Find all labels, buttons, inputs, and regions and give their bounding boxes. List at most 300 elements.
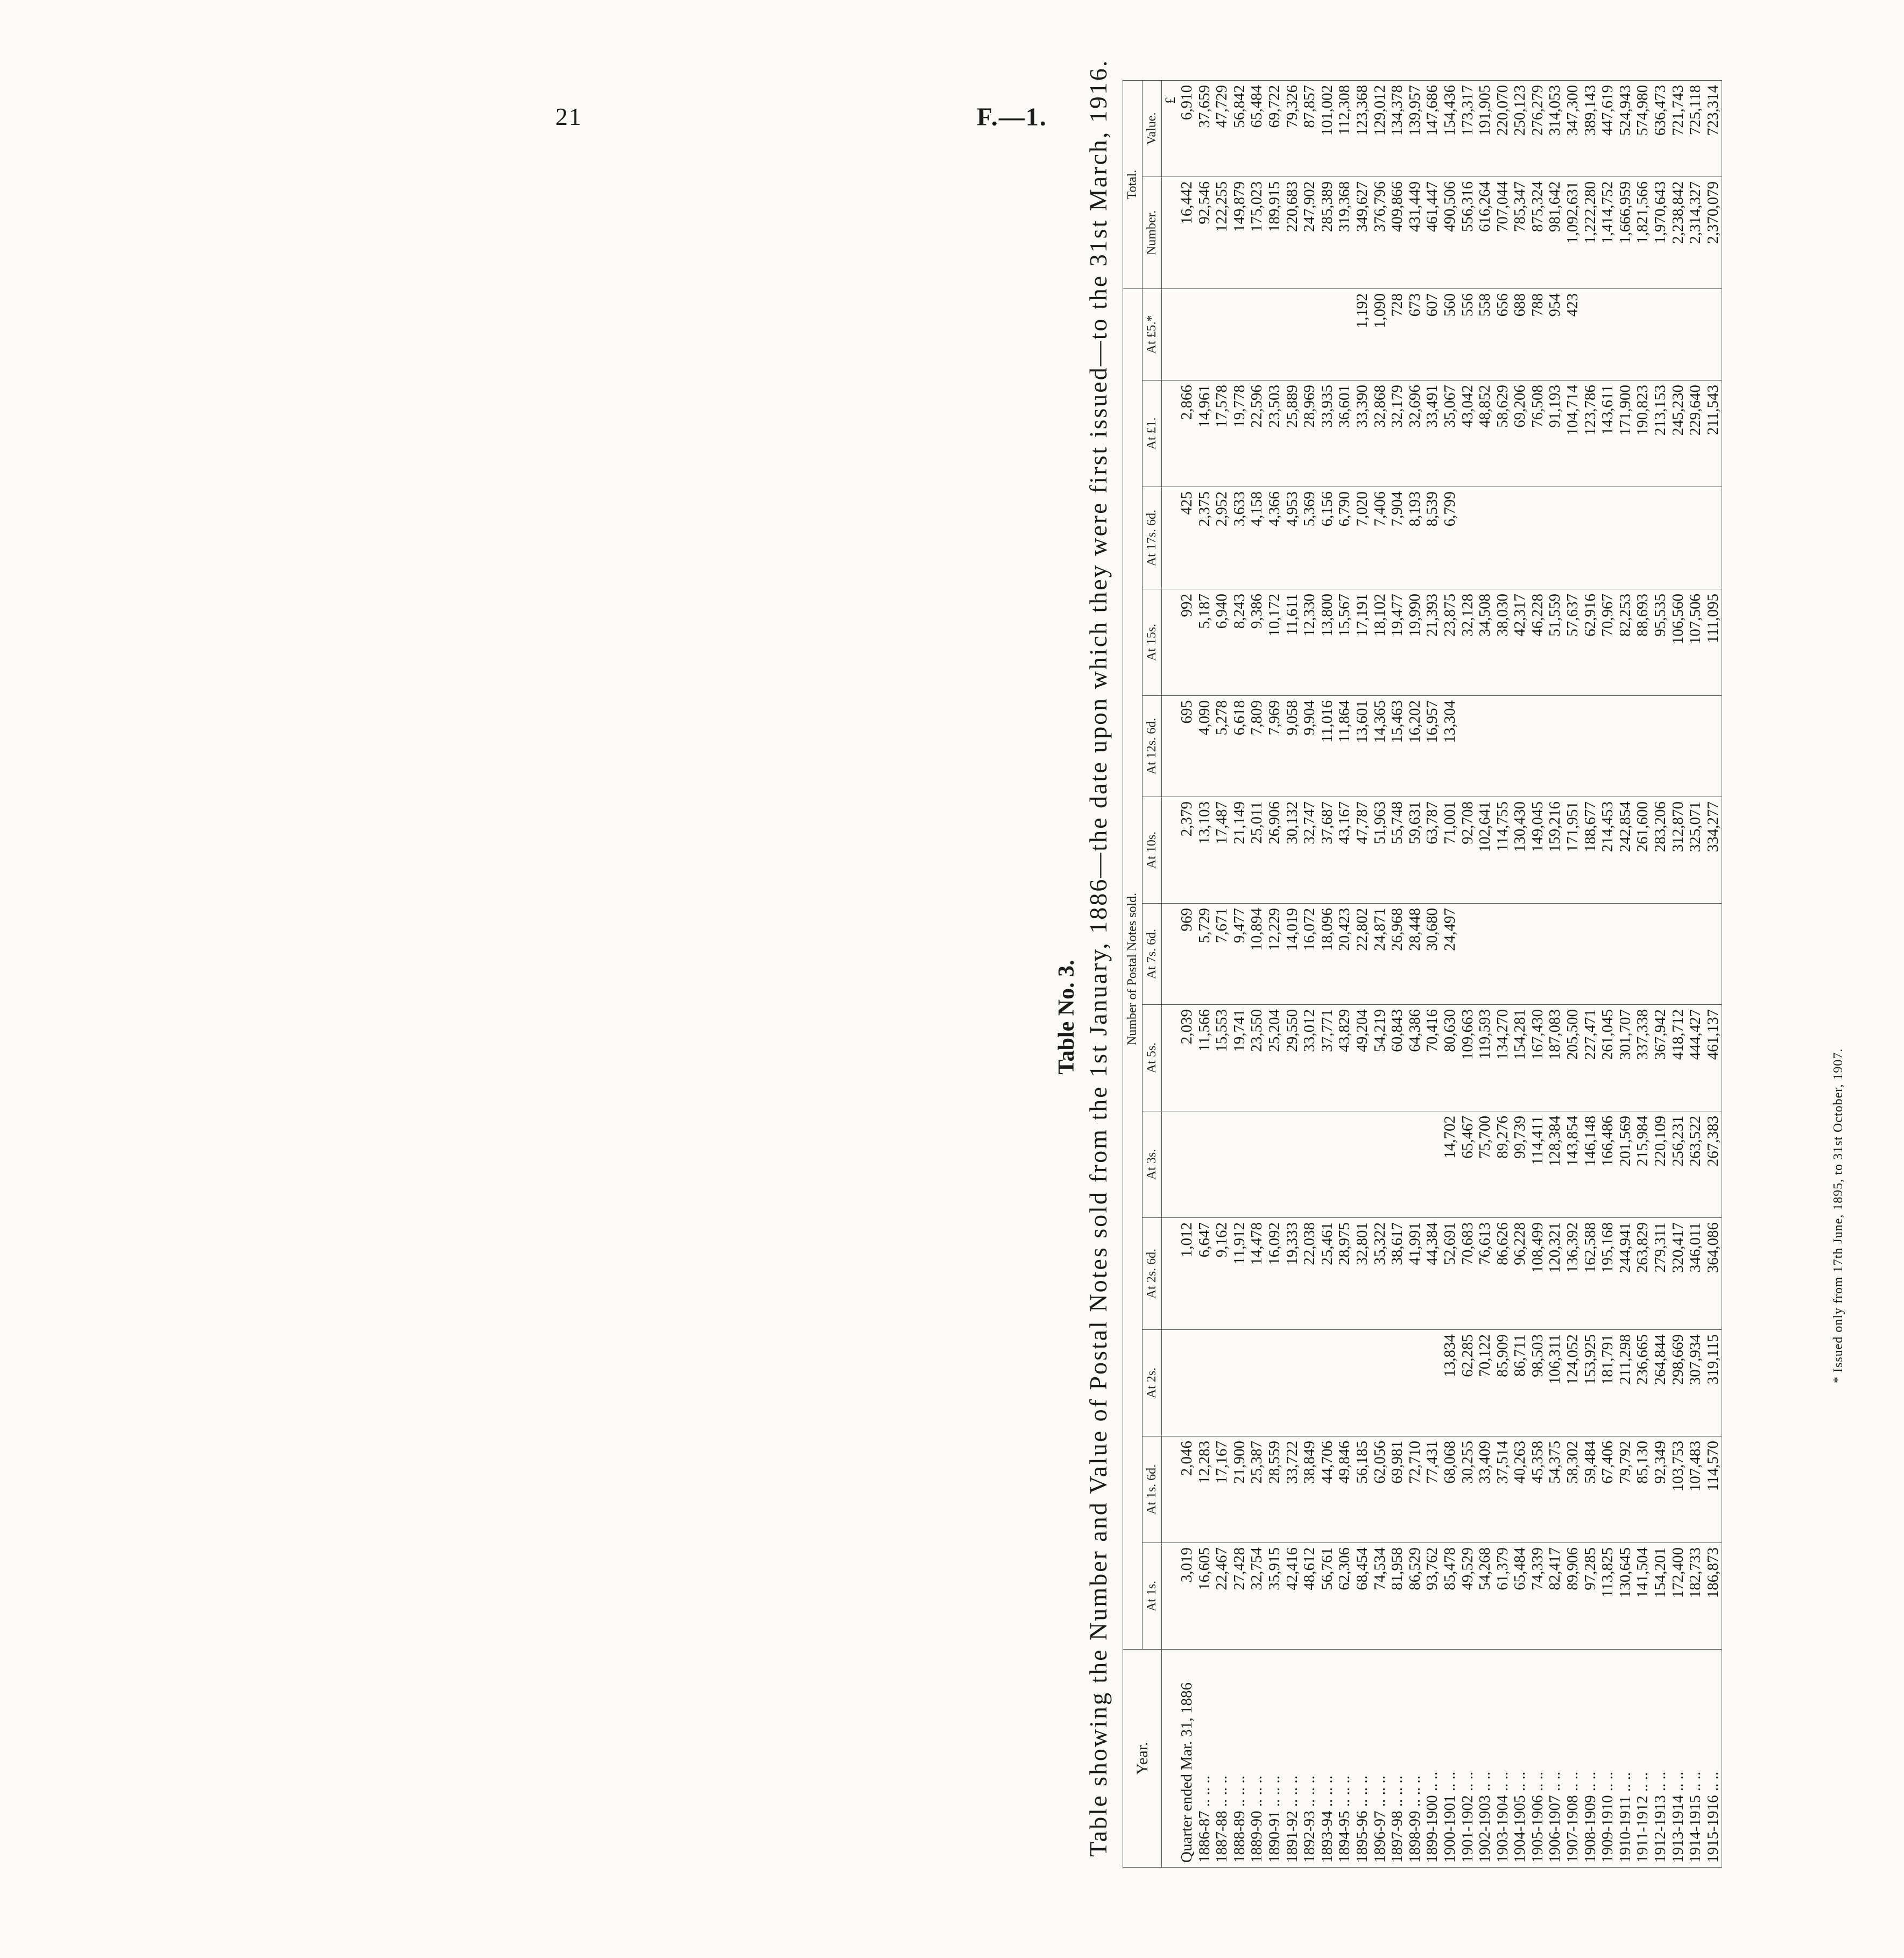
- year-cell: 1899-1900 .. ..: [1423, 1650, 1441, 1868]
- value-cell: 12,283: [1196, 1436, 1214, 1543]
- value-cell: 37,659: [1196, 80, 1214, 177]
- value-cell: [1336, 1111, 1353, 1218]
- value-cell: 5,369: [1301, 487, 1318, 589]
- value-cell: [1529, 696, 1547, 797]
- value-cell: 107,506: [1687, 589, 1704, 696]
- value-cell: 70,967: [1599, 589, 1617, 696]
- value-cell: 28,448: [1406, 904, 1424, 1005]
- value-cell: 707,044: [1494, 177, 1512, 288]
- header-col: At £5.*: [1143, 288, 1162, 380]
- value-cell: 227,471: [1582, 1005, 1599, 1111]
- value-cell: 21,149: [1231, 797, 1249, 904]
- value-cell: 261,600: [1634, 797, 1652, 904]
- value-cell: [1669, 288, 1687, 380]
- value-cell: 4,158: [1248, 487, 1266, 589]
- value-cell: 14,478: [1248, 1218, 1266, 1330]
- value-cell: 93,762: [1423, 1543, 1441, 1650]
- table-row: [1704, 80, 1722, 1867]
- value-cell: [1634, 904, 1652, 1005]
- year-cell: Quarter ended Mar. 31, 1886: [1162, 1650, 1196, 1868]
- value-cell: 92,708: [1459, 797, 1477, 904]
- value-cell: 38,030: [1494, 589, 1512, 696]
- value-cell: 75,700: [1476, 1111, 1494, 1218]
- value-cell: 67,406: [1599, 1436, 1617, 1543]
- value-cell: 346,011: [1687, 1218, 1704, 1330]
- value-cell: 147,686: [1423, 80, 1441, 177]
- table-row: [1652, 80, 1669, 1867]
- value-cell: [1494, 904, 1512, 1005]
- value-cell: 119,593: [1476, 1005, 1494, 1111]
- value-cell: 367,942: [1652, 1005, 1669, 1111]
- value-cell: 20,423: [1336, 904, 1353, 1005]
- value-cell: 1,012: [1162, 1218, 1196, 1330]
- value-cell: 285,389: [1318, 177, 1336, 288]
- value-cell: 149,879: [1231, 177, 1249, 288]
- table-row: [1423, 80, 1441, 1867]
- value-cell: [1564, 904, 1582, 1005]
- value-cell: 558: [1476, 288, 1494, 380]
- value-cell: [1284, 1111, 1301, 1218]
- value-cell: 49,529: [1459, 1543, 1477, 1650]
- value-cell: [1459, 696, 1477, 797]
- value-cell: 153,925: [1582, 1330, 1599, 1436]
- value-cell: 172,400: [1669, 1543, 1687, 1650]
- table-row: [1634, 80, 1652, 1867]
- value-cell: 82,417: [1546, 1543, 1564, 1650]
- value-cell: 12,229: [1266, 904, 1284, 1005]
- value-cell: 59,484: [1582, 1436, 1599, 1543]
- value-cell: 263,522: [1687, 1111, 1704, 1218]
- value-cell: [1494, 696, 1512, 797]
- value-cell: 77,431: [1423, 1436, 1441, 1543]
- table-row: [1371, 80, 1389, 1867]
- value-cell: 656: [1494, 288, 1512, 380]
- year-cell: 1892-93 .. .. ..: [1301, 1650, 1318, 1868]
- value-cell: 68,454: [1353, 1543, 1371, 1650]
- value-cell: 14,961: [1196, 381, 1214, 487]
- year-cell: 1888-89 .. .. ..: [1231, 1650, 1249, 1868]
- value-cell: 5,278: [1213, 696, 1231, 797]
- value-cell: [1213, 1111, 1231, 1218]
- value-cell: 6,790: [1336, 487, 1353, 589]
- value-cell: 220,109: [1652, 1111, 1669, 1218]
- value-cell: [1248, 1111, 1266, 1218]
- value-cell: 51,963: [1371, 797, 1389, 904]
- value-cell: 11,611: [1284, 589, 1301, 696]
- value-cell: 25,889: [1284, 381, 1301, 487]
- value-cell: [1336, 1330, 1353, 1436]
- value-cell: 616,264: [1476, 177, 1494, 288]
- value-cell: 47,729: [1213, 80, 1231, 177]
- value-cell: [1546, 487, 1564, 589]
- value-cell: 33,390: [1353, 381, 1371, 487]
- value-cell: 25,204: [1266, 1005, 1284, 1111]
- value-cell: 28,975: [1336, 1218, 1353, 1330]
- value-cell: 2,379: [1162, 797, 1196, 904]
- value-cell: 954: [1546, 288, 1564, 380]
- value-cell: 139,957: [1406, 80, 1424, 177]
- value-cell: 190,823: [1634, 381, 1652, 487]
- value-cell: 69,981: [1388, 1436, 1406, 1543]
- value-cell: 82,253: [1617, 589, 1634, 696]
- value-cell: 8,243: [1231, 589, 1249, 696]
- table-row: [1511, 80, 1529, 1867]
- value-cell: 11,016: [1318, 696, 1336, 797]
- value-cell: 35,322: [1371, 1218, 1389, 1330]
- value-cell: 220,683: [1284, 177, 1301, 288]
- value-cell: [1266, 288, 1284, 380]
- value-cell: 62,306: [1336, 1543, 1353, 1650]
- header-total-group: Total.: [1123, 80, 1143, 288]
- value-cell: 54,219: [1371, 1005, 1389, 1111]
- value-cell: [1459, 904, 1477, 1005]
- value-cell: [1423, 1330, 1441, 1436]
- value-cell: [1652, 487, 1669, 589]
- value-cell: 48,852: [1476, 381, 1494, 487]
- year-cell: 1904-1905 .. ..: [1511, 1650, 1529, 1868]
- value-cell: 9,058: [1284, 696, 1301, 797]
- value-cell: 69,722: [1266, 80, 1284, 177]
- value-cell: [1652, 696, 1669, 797]
- value-cell: 56,185: [1353, 1436, 1371, 1543]
- value-cell: 92,349: [1652, 1436, 1669, 1543]
- value-cell: [1406, 1111, 1424, 1218]
- value-cell: [1599, 487, 1617, 589]
- value-cell: 2,046: [1162, 1436, 1196, 1543]
- value-cell: [1599, 904, 1617, 1005]
- value-cell: [1371, 1330, 1389, 1436]
- value-cell: 556,316: [1459, 177, 1477, 288]
- value-cell: 33,722: [1284, 1436, 1301, 1543]
- value-cell: 42,317: [1511, 589, 1529, 696]
- table-row: [1231, 80, 1249, 1867]
- value-cell: 19,333: [1284, 1218, 1301, 1330]
- value-cell: 70,416: [1423, 1005, 1441, 1111]
- header-number-group: Number of Postal Notes sold.: [1123, 288, 1143, 1649]
- value-cell: 29,550: [1284, 1005, 1301, 1111]
- year-cell: 1897-98 .. .. ..: [1388, 1650, 1406, 1868]
- value-cell: 11,912: [1231, 1218, 1249, 1330]
- value-cell: 721,743: [1669, 80, 1687, 177]
- value-cell: [1476, 487, 1494, 589]
- value-cell: 1,666,959: [1617, 177, 1634, 288]
- value-cell: [1564, 487, 1582, 589]
- value-cell: 154,201: [1652, 1543, 1669, 1650]
- value-cell: 2,314,327: [1687, 177, 1704, 288]
- value-cell: 79,792: [1617, 1436, 1634, 1543]
- value-cell: 37,771: [1318, 1005, 1336, 1111]
- value-cell: 10,172: [1266, 589, 1284, 696]
- value-cell: 38,849: [1301, 1436, 1318, 1543]
- header-col: At 3s.: [1143, 1111, 1162, 1218]
- value-cell: 62,056: [1371, 1436, 1389, 1543]
- value-cell: 23,550: [1248, 1005, 1266, 1111]
- value-cell: [1669, 696, 1687, 797]
- year-cell: 1911-1912 .. ..: [1634, 1650, 1652, 1868]
- table-row: [1162, 80, 1196, 1867]
- value-cell: 16,092: [1266, 1218, 1284, 1330]
- value-cell: 123,368: [1353, 80, 1371, 177]
- table-caption: Table showing the Number and Value of Postal Notes sold from the 1st January, 1886—the date upon which they were first issued—to the 31st March, 1916.: [1084, 59, 1112, 1857]
- value-cell: 220,070: [1494, 80, 1512, 177]
- value-cell: 245,230: [1669, 381, 1687, 487]
- value-cell: 57,637: [1564, 589, 1582, 696]
- year-cell: 1909-1910 .. ..: [1599, 1650, 1617, 1868]
- table-label: Table No. 3.: [1054, 960, 1079, 1075]
- value-cell: 283,206: [1652, 797, 1669, 904]
- value-cell: 19,477: [1388, 589, 1406, 696]
- year-cell: 1914-1915 .. ..: [1687, 1650, 1704, 1868]
- value-cell: 35,915: [1266, 1543, 1284, 1650]
- value-cell: 236,665: [1634, 1330, 1652, 1436]
- value-cell: [1196, 1111, 1214, 1218]
- table-row: [1213, 80, 1231, 1867]
- year-cell: 1906-1907 .. ..: [1546, 1650, 1564, 1868]
- value-cell: 173,317: [1459, 80, 1477, 177]
- value-cell: 17,487: [1213, 797, 1231, 904]
- value-cell: 24,871: [1371, 904, 1389, 1005]
- value-cell: 41,991: [1406, 1218, 1424, 1330]
- value-cell: [1617, 288, 1634, 380]
- value-cell: [1196, 288, 1214, 380]
- value-cell: [1687, 288, 1704, 380]
- value-cell: 875,324: [1529, 177, 1547, 288]
- value-cell: 46,228: [1529, 589, 1547, 696]
- value-cell: [1248, 288, 1266, 380]
- value-cell: 6,799: [1441, 487, 1459, 589]
- value-cell: 65,467: [1459, 1111, 1477, 1218]
- value-cell: 103,753: [1669, 1436, 1687, 1543]
- rotated-table-block: [1054, 59, 1904, 1868]
- value-cell: [1213, 1330, 1231, 1436]
- value-cell: 189,915: [1266, 177, 1284, 288]
- value-cell: 102,641: [1476, 797, 1494, 904]
- year-cell: 1893-94 .. .. ..: [1318, 1650, 1336, 1868]
- value-cell: 607: [1423, 288, 1441, 380]
- table-row: [1617, 80, 1634, 1867]
- value-cell: [1371, 1111, 1389, 1218]
- value-cell: 106,311: [1546, 1330, 1564, 1436]
- value-cell: 141,504: [1634, 1543, 1652, 1650]
- value-cell: [1704, 487, 1722, 589]
- table-body: [1162, 80, 1722, 1867]
- value-cell: 1,821,566: [1634, 177, 1652, 288]
- value-cell: 28,969: [1301, 381, 1318, 487]
- value-cell: 114,570: [1704, 1436, 1722, 1543]
- year-cell: 1912-1913 .. ..: [1652, 1650, 1669, 1868]
- value-cell: [1336, 288, 1353, 380]
- value-cell: 37,687: [1318, 797, 1336, 904]
- value-cell: 490,506: [1441, 177, 1459, 288]
- value-cell: 1,090: [1371, 288, 1389, 380]
- value-cell: 9,162: [1213, 1218, 1231, 1330]
- value-cell: [1687, 487, 1704, 589]
- header-col: At 15s.: [1143, 589, 1162, 696]
- table-row: [1248, 80, 1266, 1867]
- value-cell: 22,802: [1353, 904, 1371, 1005]
- year-cell: 1891-92 .. .. ..: [1284, 1650, 1301, 1868]
- value-cell: 188,677: [1582, 797, 1599, 904]
- value-cell: 325,071: [1687, 797, 1704, 904]
- value-cell: 191,905: [1476, 80, 1494, 177]
- value-cell: 461,447: [1423, 177, 1441, 288]
- value-cell: 112,308: [1336, 80, 1353, 177]
- value-cell: 16,605: [1196, 1543, 1214, 1650]
- value-cell: 5,187: [1196, 589, 1214, 696]
- value-cell: 13,601: [1353, 696, 1371, 797]
- header-col: At 10s.: [1143, 797, 1162, 904]
- value-cell: [1284, 1330, 1301, 1436]
- value-cell: 34,508: [1476, 589, 1494, 696]
- value-cell: 58,302: [1564, 1436, 1582, 1543]
- value-cell: 128,384: [1546, 1111, 1564, 1218]
- year-cell: 1905-1906 .. ..: [1529, 1650, 1547, 1868]
- year-cell: 1900-1901 .. ..: [1441, 1650, 1459, 1868]
- value-cell: 35,067: [1441, 381, 1459, 487]
- value-cell: 447,619: [1599, 80, 1617, 177]
- value-cell: [1669, 904, 1687, 1005]
- value-cell: [1248, 1330, 1266, 1436]
- value-cell: 136,392: [1564, 1218, 1582, 1330]
- value-cell: 32,696: [1406, 381, 1424, 487]
- value-cell: 195,168: [1599, 1218, 1617, 1330]
- value-cell: [1231, 1330, 1249, 1436]
- value-cell: 98,503: [1529, 1330, 1547, 1436]
- value-cell: 70,683: [1459, 1218, 1477, 1330]
- value-cell: [1406, 1330, 1424, 1436]
- value-cell: 104,714: [1564, 381, 1582, 487]
- value-cell: 45,358: [1529, 1436, 1547, 1543]
- value-cell: 56,842: [1231, 80, 1249, 177]
- value-cell: 85,478: [1441, 1543, 1459, 1650]
- value-cell: 11,864: [1336, 696, 1353, 797]
- value-cell: [1266, 1330, 1284, 1436]
- value-cell: 636,473: [1652, 80, 1669, 177]
- value-cell: 256,231: [1669, 1111, 1687, 1218]
- postal-notes-table: [1123, 80, 1722, 1868]
- table-row: [1284, 80, 1301, 1867]
- year-cell: 1913-1914 .. ..: [1669, 1650, 1687, 1868]
- value-cell: 26,968: [1388, 904, 1406, 1005]
- table-row: [1266, 80, 1284, 1867]
- value-cell: 120,321: [1546, 1218, 1564, 1330]
- value-cell: 154,281: [1511, 1005, 1529, 1111]
- value-cell: 14,365: [1371, 696, 1389, 797]
- value-cell: 33,491: [1423, 381, 1441, 487]
- table-row: [1687, 80, 1704, 1867]
- value-cell: [1704, 288, 1722, 380]
- value-cell: 267,383: [1704, 1111, 1722, 1218]
- value-cell: 37,514: [1494, 1436, 1512, 1543]
- value-cell: 111,095: [1704, 589, 1722, 696]
- value-cell: 19,990: [1406, 589, 1424, 696]
- value-cell: 307,934: [1687, 1330, 1704, 1436]
- value-cell: 12,330: [1301, 589, 1318, 696]
- value-cell: 122,255: [1213, 177, 1231, 288]
- table-row: [1196, 80, 1214, 1867]
- value-cell: 18,096: [1318, 904, 1336, 1005]
- value-cell: 250,123: [1511, 80, 1529, 177]
- value-cell: 14,702: [1441, 1111, 1459, 1218]
- value-cell: 80,630: [1441, 1005, 1459, 1111]
- value-cell: 32,868: [1371, 381, 1389, 487]
- header-columns-row: [1143, 80, 1162, 1867]
- header-col: At 5s.: [1143, 1005, 1162, 1111]
- value-cell: 62,916: [1582, 589, 1599, 696]
- table-row: [1669, 80, 1687, 1867]
- value-cell: 695: [1162, 696, 1196, 797]
- header-col: At 7s. 6d.: [1143, 904, 1162, 1005]
- value-cell: 74,534: [1371, 1543, 1389, 1650]
- table-row: [1476, 80, 1494, 1867]
- value-cell: [1301, 1111, 1318, 1218]
- value-cell: [1582, 288, 1599, 380]
- value-cell: 171,900: [1617, 381, 1634, 487]
- value-cell: 124,052: [1564, 1330, 1582, 1436]
- value-cell: [1511, 904, 1529, 1005]
- value-cell: 349,627: [1353, 177, 1371, 288]
- value-cell: 969: [1162, 904, 1196, 1005]
- value-cell: 51,559: [1546, 589, 1564, 696]
- value-cell: [1353, 1111, 1371, 1218]
- value-cell: 409,866: [1388, 177, 1406, 288]
- value-cell: 70,122: [1476, 1330, 1494, 1436]
- value-cell: 723,314: [1704, 80, 1722, 177]
- value-cell: 673: [1406, 288, 1424, 380]
- value-cell: 38,617: [1388, 1218, 1406, 1330]
- value-cell: [1634, 487, 1652, 589]
- value-cell: 162,588: [1582, 1218, 1599, 1330]
- value-cell: [1494, 487, 1512, 589]
- value-cell: 49,846: [1336, 1436, 1353, 1543]
- value-cell: 2,866: [1162, 381, 1196, 487]
- value-cell: 49,204: [1353, 1005, 1371, 1111]
- value-cell: 364,086: [1704, 1218, 1722, 1330]
- value-cell: 71,001: [1441, 797, 1459, 904]
- value-cell: 187,083: [1546, 1005, 1564, 1111]
- value-cell: 5,729: [1196, 904, 1214, 1005]
- value-cell: 62,285: [1459, 1330, 1477, 1436]
- value-cell: 44,384: [1423, 1218, 1441, 1330]
- value-cell: [1617, 904, 1634, 1005]
- year-cell: 1886-87 .. .. ..: [1196, 1650, 1214, 1868]
- value-cell: 242,854: [1617, 797, 1634, 904]
- value-cell: 33,012: [1301, 1005, 1318, 1111]
- value-cell: 14,019: [1284, 904, 1301, 1005]
- value-cell: 337,338: [1634, 1005, 1652, 1111]
- value-cell: 16,072: [1301, 904, 1318, 1005]
- header-total-number: Number.: [1143, 177, 1162, 288]
- value-cell: 97,285: [1582, 1543, 1599, 1650]
- value-cell: 6,910 £: [1162, 80, 1196, 177]
- value-cell: 560: [1441, 288, 1459, 380]
- value-cell: 79,326: [1284, 80, 1301, 177]
- value-cell: 1,092,631: [1564, 177, 1582, 288]
- value-cell: 92,546: [1196, 177, 1214, 288]
- value-cell: 4,953: [1284, 487, 1301, 589]
- value-cell: 89,906: [1564, 1543, 1582, 1650]
- value-cell: 32,747: [1301, 797, 1318, 904]
- header-year: Year.: [1123, 1650, 1162, 1868]
- value-cell: 301,707: [1617, 1005, 1634, 1111]
- value-cell: 149,045: [1529, 797, 1547, 904]
- value-cell: 17,167: [1213, 1436, 1231, 1543]
- value-cell: 425: [1162, 487, 1196, 589]
- value-cell: [1704, 696, 1722, 797]
- value-cell: 215,984: [1634, 1111, 1652, 1218]
- year-cell: 1902-1903 .. ..: [1476, 1650, 1494, 1868]
- value-cell: 22,596: [1248, 381, 1266, 487]
